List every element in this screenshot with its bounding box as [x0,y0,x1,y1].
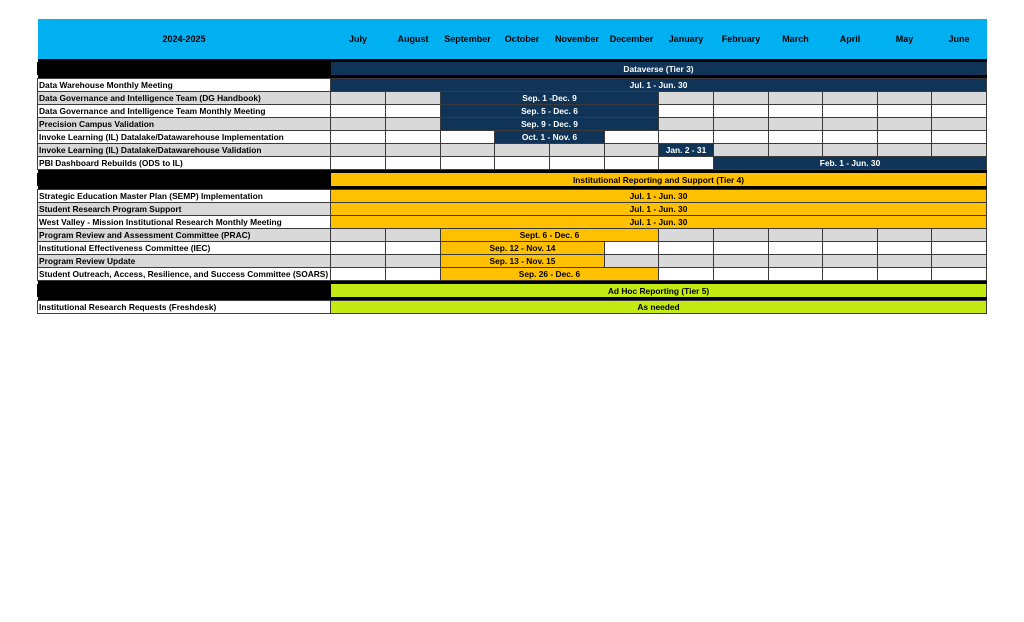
month-cell [441,157,495,170]
task-name: Precision Campus Validation [38,118,331,131]
task-row [38,216,987,229]
month-cell [331,92,386,105]
task-row [38,190,987,203]
month-cell [932,255,987,268]
month-header: March [769,19,823,59]
header-row [38,19,987,59]
month-cell [823,144,878,157]
month-cell [823,229,878,242]
month-cell [769,92,823,105]
month-cell [714,105,769,118]
task-row [38,255,987,268]
timeline-bar: Sep. 13 - Nov. 15 [441,255,605,268]
month-cell [659,118,714,131]
month-cell [932,131,987,144]
month-cell [823,242,878,255]
month-cell [823,118,878,131]
month-cell [714,255,769,268]
month-cell [823,105,878,118]
month-cell [769,118,823,131]
timeline-bar: Jul. 1 - Jun. 30 [331,216,987,229]
month-cell [878,144,932,157]
month-header: September [441,19,495,59]
month-cell [932,118,987,131]
section-title: Institutional Reporting and Support (Tier 4) [331,173,987,186]
month-cell [878,105,932,118]
task-name: Data Governance and Intelligence Team (DG Handbook) [38,92,331,105]
task-row [38,144,987,157]
month-cell [386,92,441,105]
month-cell [659,131,714,144]
schedule-sheet [37,19,986,314]
month-cell [495,144,550,157]
timeline-bar: Sep. 26 - Dec. 6 [441,268,659,281]
task-name: Student Research Program Support [38,203,331,216]
month-cell [714,268,769,281]
month-cell [659,242,714,255]
timeline-bar: Jan. 2 - 31 [659,144,714,157]
timeline-bar: As needed [331,301,987,314]
timeline-bar: Sep. 12 - Nov. 14 [441,242,605,255]
month-cell [714,229,769,242]
month-cell [932,105,987,118]
month-cell [441,144,495,157]
month-cell [878,268,932,281]
task-name: Data Governance and Intelligence Team Monthly Meeting [38,105,331,118]
task-name: Student Outreach, Access, Resilience, and Success Committee (SOARS) [38,268,331,281]
month-cell [878,118,932,131]
section-header-row [38,284,987,297]
month-cell [932,92,987,105]
month-cell [769,242,823,255]
month-cell [386,118,441,131]
section-header-row [38,173,987,186]
month-cell [659,268,714,281]
month-cell [386,268,441,281]
month-cell [932,268,987,281]
task-name: Institutional Research Requests (Freshdesk) [38,301,331,314]
month-header: February [714,19,769,59]
month-cell [659,92,714,105]
section-header-row [38,62,987,75]
month-header: November [550,19,605,59]
month-header: April [823,19,878,59]
task-row [38,79,987,92]
section-title: Dataverse (Tier 3) [331,62,987,75]
month-header: October [495,19,550,59]
month-cell [878,92,932,105]
month-cell [823,255,878,268]
timeline-bar: Sept. 6 - Dec. 6 [441,229,659,242]
month-cell [769,144,823,157]
task-name: Data Warehouse Monthly Meeting [38,79,331,92]
month-cell [331,157,386,170]
month-cell [441,131,495,144]
month-cell [386,131,441,144]
month-cell [386,255,441,268]
task-name: West Valley - Mission Institutional Research Monthly Meeting [38,216,331,229]
task-name: Program Review Update [38,255,331,268]
task-row [38,301,987,314]
task-row [38,203,987,216]
month-cell [769,255,823,268]
month-cell [823,131,878,144]
month-cell [605,242,659,255]
month-cell [331,268,386,281]
month-cell [386,242,441,255]
month-cell [331,118,386,131]
month-cell [659,105,714,118]
month-cell [769,268,823,281]
month-cell [550,157,605,170]
timeline-bar: Feb. 1 - Jun. 30 [714,157,987,170]
month-cell [659,229,714,242]
year-label: 2024-2025 [38,19,331,59]
month-cell [331,144,386,157]
month-cell [605,255,659,268]
task-row [38,105,987,118]
task-name: Invoke Learning (IL) Datalake/Datawarehouse Validation [38,144,331,157]
month-cell [714,242,769,255]
month-cell [932,144,987,157]
month-cell [769,131,823,144]
task-row [38,157,987,170]
timeline-bar: Sep. 9 - Dec. 9 [441,118,659,131]
task-row [38,92,987,105]
timeline-bar: Sep. 1 -Dec. 9 [441,92,659,105]
gantt-table [37,19,987,314]
month-header: January [659,19,714,59]
month-header: July [331,19,386,59]
task-row [38,229,987,242]
timeline-bar: Oct. 1 - Nov. 6 [495,131,605,144]
task-row [38,242,987,255]
task-name: Strategic Education Master Plan (SEMP) Implementation [38,190,331,203]
month-cell [878,229,932,242]
timeline-bar: Jul. 1 - Jun. 30 [331,79,987,92]
task-name: PBI Dashboard Rebuilds (ODS to IL) [38,157,331,170]
month-cell [331,242,386,255]
month-cell [331,255,386,268]
month-cell [550,144,605,157]
month-cell [659,157,714,170]
task-name: Invoke Learning (IL) Datalake/Datawarehouse Implementation [38,131,331,144]
month-cell [386,105,441,118]
month-cell [386,157,441,170]
month-header: May [878,19,932,59]
month-header: December [605,19,659,59]
month-cell [331,105,386,118]
task-name: Institutional Effectiveness Committee (IEC) [38,242,331,255]
month-cell [932,229,987,242]
month-cell [878,131,932,144]
task-row [38,131,987,144]
month-cell [605,144,659,157]
month-cell [605,157,659,170]
month-cell [878,255,932,268]
month-header: August [386,19,441,59]
month-cell [714,131,769,144]
timeline-bar: Sep. 5 - Dec. 6 [441,105,659,118]
month-cell [823,268,878,281]
month-cell [605,131,659,144]
month-cell [769,105,823,118]
section-label-blank [38,62,331,75]
month-cell [714,118,769,131]
month-cell [714,144,769,157]
month-cell [878,242,932,255]
month-cell [769,229,823,242]
month-header: June [932,19,987,59]
month-cell [331,131,386,144]
task-row [38,118,987,131]
timeline-bar: Jul. 1 - Jun. 30 [331,190,987,203]
section-label-blank [38,173,331,186]
month-cell [823,92,878,105]
task-name: Program Review and Assessment Committee (PRAC) [38,229,331,242]
month-cell [386,144,441,157]
month-cell [932,242,987,255]
month-cell [386,229,441,242]
month-cell [495,157,550,170]
section-title: Ad Hoc Reporting (Tier 5) [331,284,987,297]
task-row [38,268,987,281]
section-label-blank [38,284,331,297]
timeline-bar: Jul. 1 - Jun. 30 [331,203,987,216]
month-cell [714,92,769,105]
month-cell [331,229,386,242]
month-cell [659,255,714,268]
